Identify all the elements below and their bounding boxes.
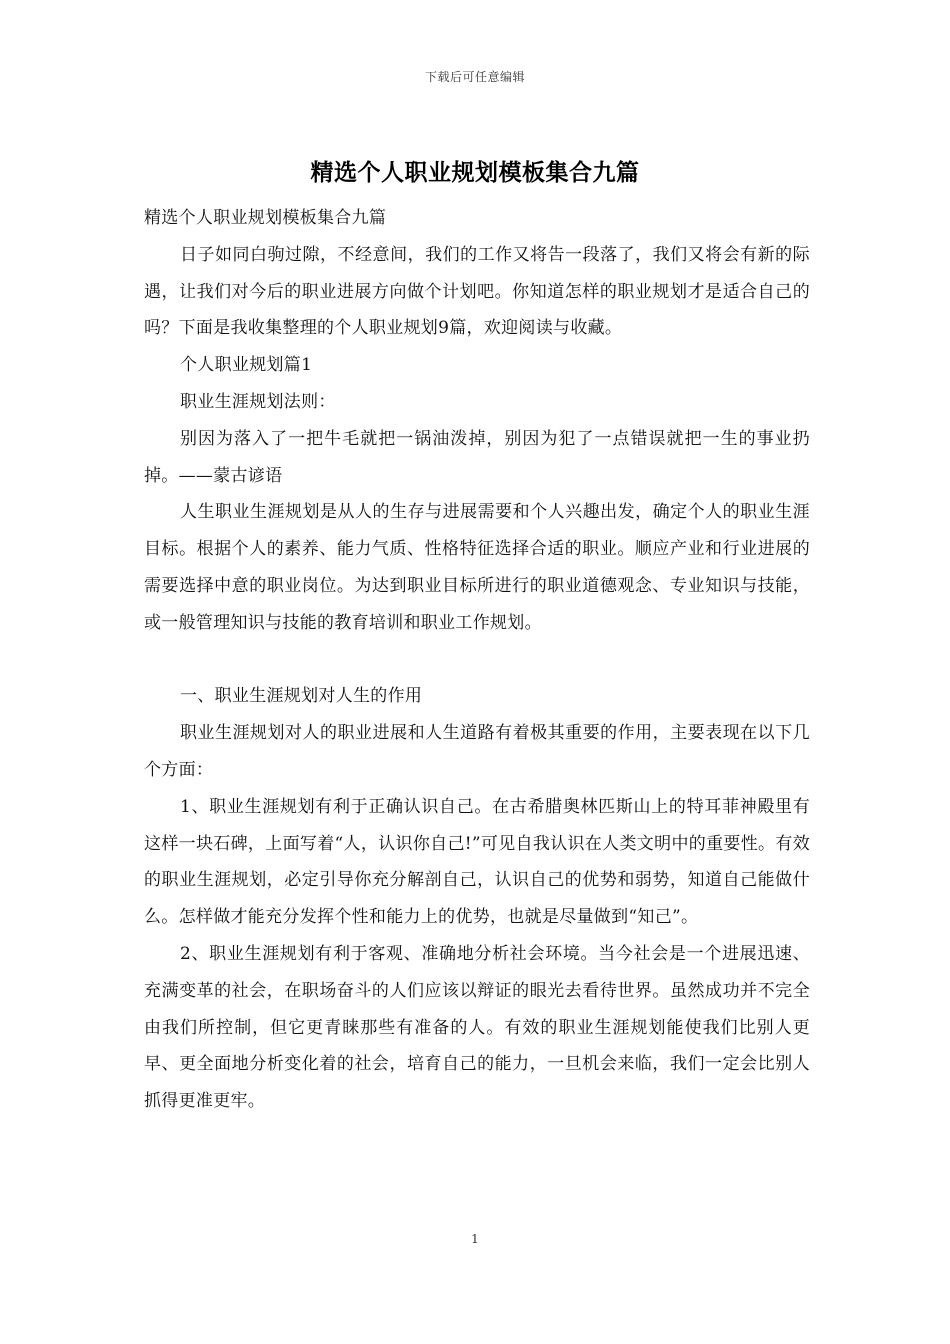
page-header-note: 下载后可任意编辑	[424, 70, 525, 84]
document-body	[144, 200, 810, 1120]
intro-paragraph: 日子如同白驹过隙，不经意间，我们的工作又将告一段落了，我们又将会有新的际遇，让我们对今后的职业进展方向做个计划吧。你知道怎样的职业规划才是适合自己的吗？下面是我收集整理的个人职业规划9篇，欢迎阅读与收藏。	[144, 244, 810, 339]
rule-label: 职业生涯规划法则：	[180, 391, 336, 412]
point-2-paragraph: 2、职业生涯规划有利于客观、准确地分析社会环境。当今社会是一个进展迅速、充满变革的社会，在职场奋斗的人们应该以辩证的眼光去看待世界。虽然成功并不完全由我们所控制，但它更青睐那些有准备的人。有效的职业生涯规划能使我们比别人更早、更全面地分析变化着的社会，培育自己的能力，一旦机会来临，我们一定会比别人抓得更准更牢。	[144, 943, 810, 1112]
part-one-heading: 一、职业生涯规划对人生的作用	[180, 686, 423, 707]
point-1-paragraph: 1、职业生涯规划有利于正确认识自己。在古希腊奥林匹斯山上的特耳菲神殿里有这样一块石碑，上面写着“人，认识你自己!”可见自我认识在人类文明中的重要性。有效的职业生涯规划，必定引导你充分解剖自己，认识自己的优势和弱势，知道自己能做什么。怎样做才能充分发挥个性和能力上的优势，也就是尽量做到“知己”。	[144, 796, 810, 928]
document-subtitle: 精选个人职业规划模板集合九篇	[144, 208, 387, 228]
part-one-intro: 职业生涯规划对人的职业进展和人生道路有着极其重要的作用，主要表现在以下几个方面：	[144, 723, 810, 780]
definition-paragraph: 人生职业生涯规划是从人的生存与进展需要和个人兴趣出发，确定个人的职业生涯目标。根据个人的素养、能力气质、性格特征选择合适的职业。顺应产业和行业进展的需要选择中意的职业岗位。为达到职业目标所进行的职业道德观念、专业知识与技能，或一般管理知识与技能的教育培训和职业工作规划。	[144, 502, 810, 633]
proverb-paragraph: 别因为落入了一把牛毛就把一锅油泼掉，别因为犯了一点错误就把一生的事业扔掉。——蒙古谚语	[144, 428, 810, 486]
section-heading: 个人职业规划篇1	[180, 355, 313, 376]
page-number: 1	[471, 1232, 479, 1246]
blank-line	[144, 642, 810, 679]
document-title: 精选个人职业规划模板集合九篇	[310, 159, 640, 186]
